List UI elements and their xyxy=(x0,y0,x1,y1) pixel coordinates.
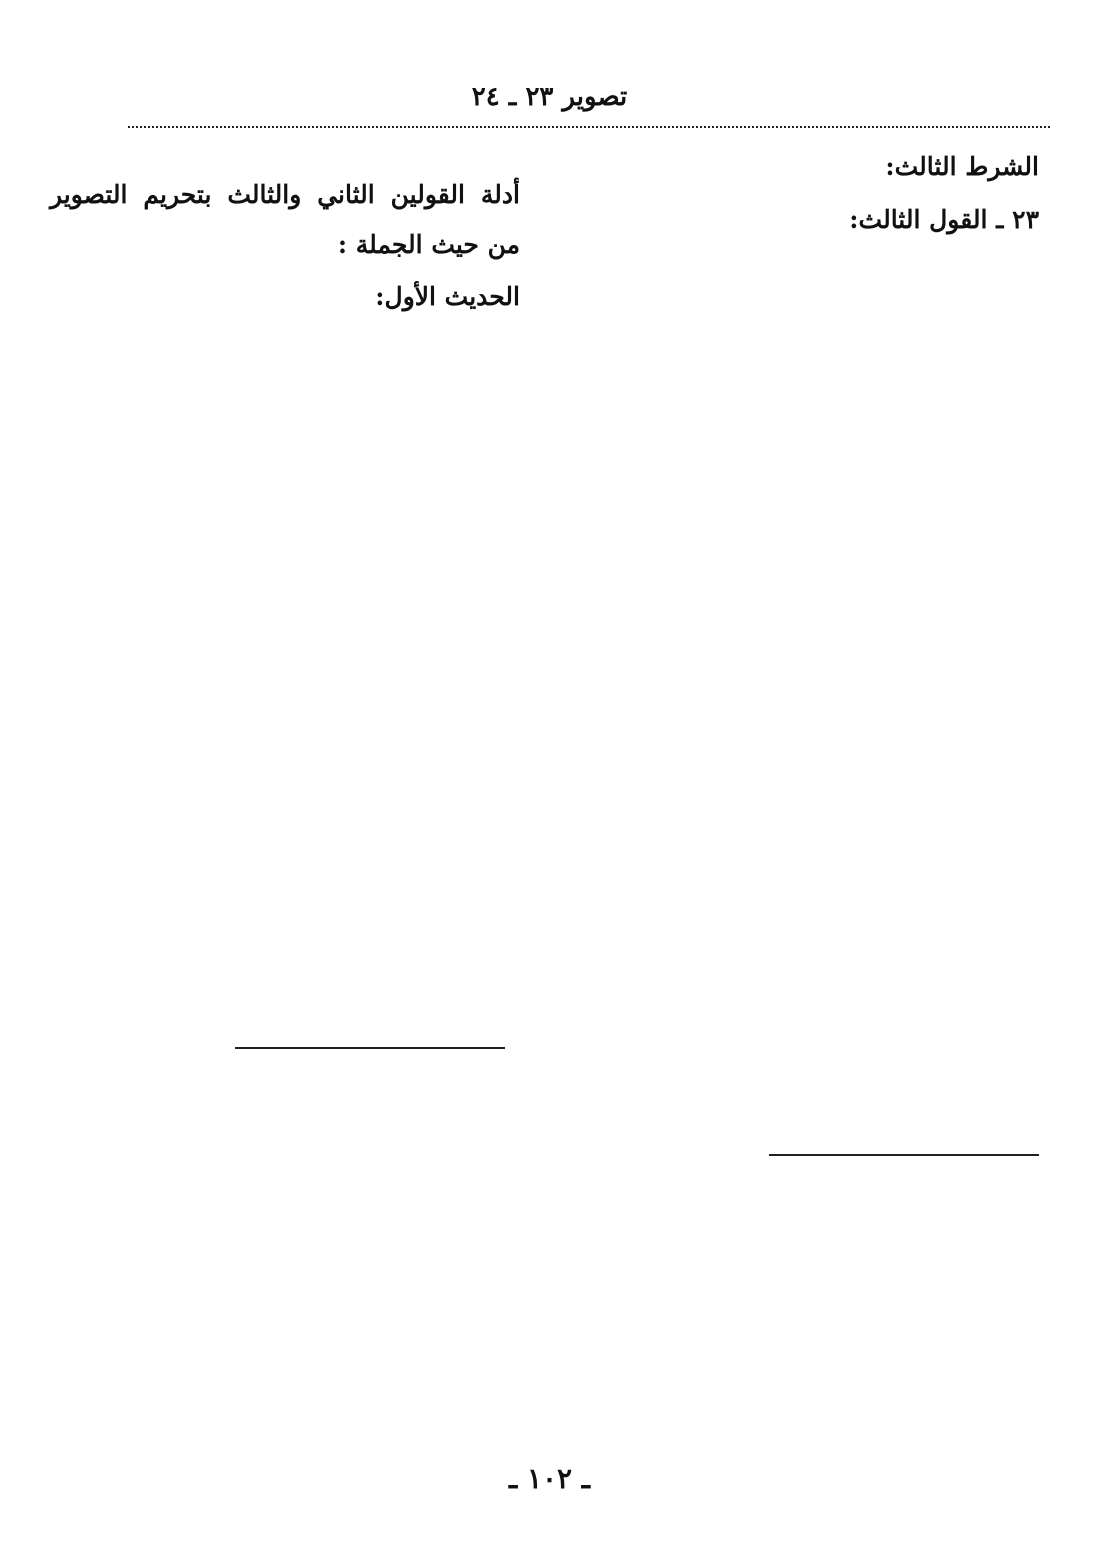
footnotes-right xyxy=(569,1166,1039,1446)
inline-heading: ٢٣ ـ القول الثالث: xyxy=(849,205,1039,234)
header-divider xyxy=(128,126,1050,128)
paragraph xyxy=(569,140,1039,193)
inline-heading: الشرط الثالث: xyxy=(885,152,1039,181)
footnotes-left xyxy=(50,1062,520,1452)
left-column xyxy=(50,140,520,720)
paragraph xyxy=(50,270,520,323)
section-heading: أدلة القولين الثاني والثالث بتحريم التصوير من حيث الجملة : xyxy=(50,180,520,259)
page-number: ـ ١٠٢ ـ xyxy=(508,1462,591,1495)
page-header: تصوير ٢٣ ـ ٢٤ xyxy=(471,82,628,112)
inline-heading: الحديث الأول: xyxy=(375,282,520,311)
footnote-divider xyxy=(769,1154,1039,1156)
footnote-divider xyxy=(235,1047,505,1049)
paragraph xyxy=(569,193,1039,246)
right-column xyxy=(569,140,1039,1260)
